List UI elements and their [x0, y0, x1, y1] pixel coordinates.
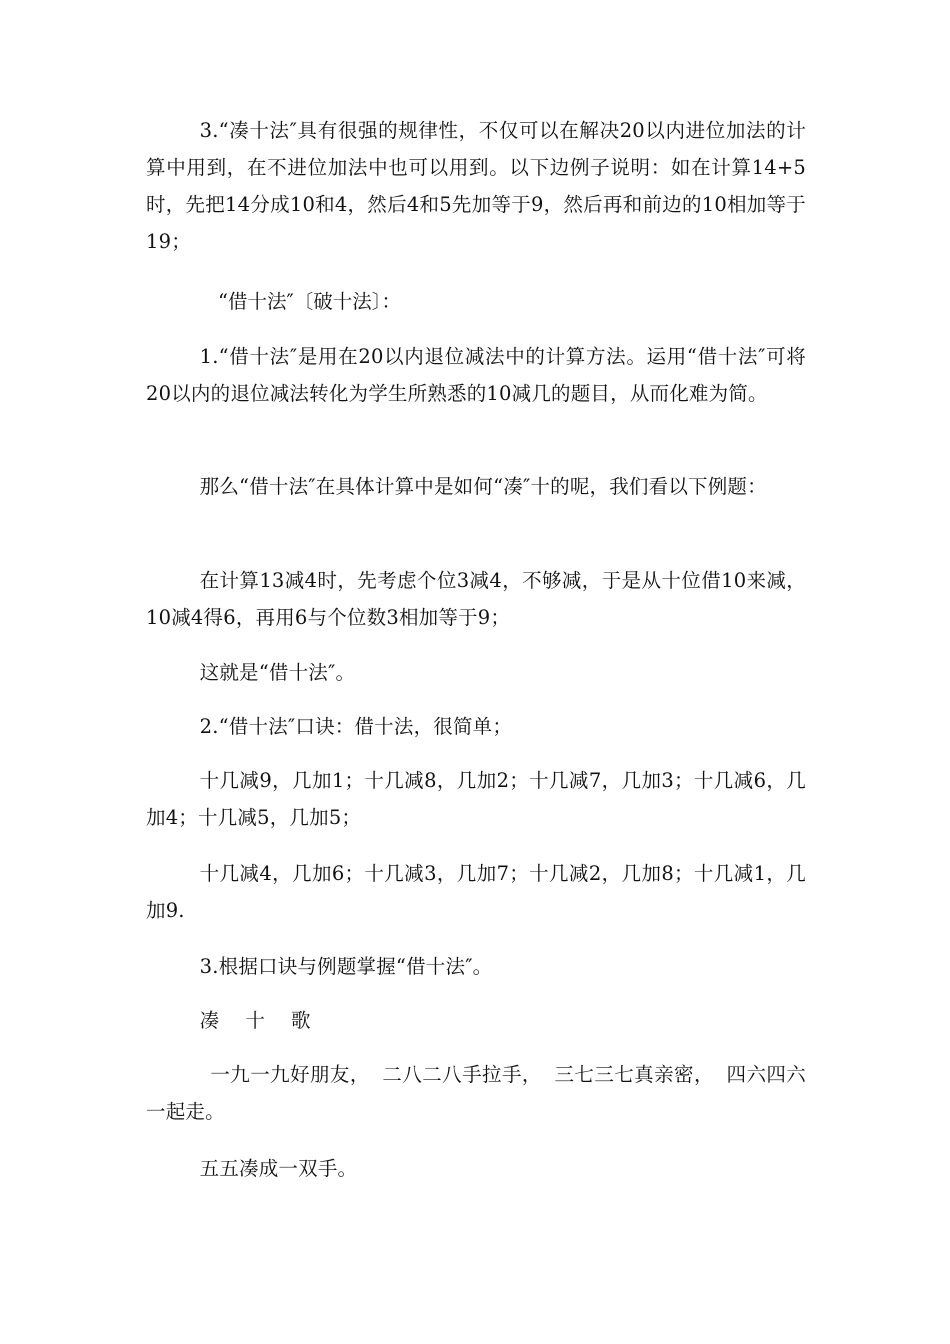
paragraph-mnemonic-part2: 十几减4，几加6；十几减3，几加7；十几减2，几加8；十几减1，几加9. [146, 862, 806, 922]
paragraph-borrow-ten-definition: 1.“借十法″是用在20以内退位减法中的计算方法。运用“借十法″可将20以内的退位减法转化为学生所熟悉的10减几的题目，从而化难为简。 [146, 345, 806, 405]
song-title: 凑 十 歌 [199, 1009, 321, 1032]
paragraph-conclusion: 这就是“借十法″。 [199, 661, 356, 684]
paragraph-borrow-ten-question: 那么“借十法″在具体计算中是如何“凑″十的呢，我们看以下例题： [199, 475, 767, 498]
paragraph-mnemonic-part1: 十几减9，几加1；十几减8，几加2；十几减7，几加3；十几减6，几加4；十几减5，几加5； [146, 769, 806, 829]
paragraph-make-ten-rule: 3.“凑十法″具有很强的规律性，不仅可以在解决20以内进位加法的计算中用到，在不进位加法中也可以用到。以下边例子说明：如在计算14+5时，先把14分成10和4，然后4和5先加等于9，然后再和前边的10相加等于19； [146, 119, 806, 253]
song-last-line: 五五凑成一双手。 [199, 1157, 358, 1180]
paragraph-mnemonic-intro: 2.“借十法″口诀：借十法，很简单； [199, 715, 513, 738]
section-title-borrow-ten: “借十法″〔破十法〕： [218, 290, 402, 313]
paragraph-example: 在计算13减4时，先考虑个位3减4，不够减，于是从十位借10来减，10减4得6，再用6与个位数3相加等于9； [146, 569, 806, 629]
song-lyrics: 一九一九好朋友， 二八二八手拉手， 三七三七真亲密， 四六四六一起走。 [146, 1063, 806, 1123]
paragraph-master-method: 3.根据口诀与例题掌握“借十法″。 [199, 955, 493, 978]
